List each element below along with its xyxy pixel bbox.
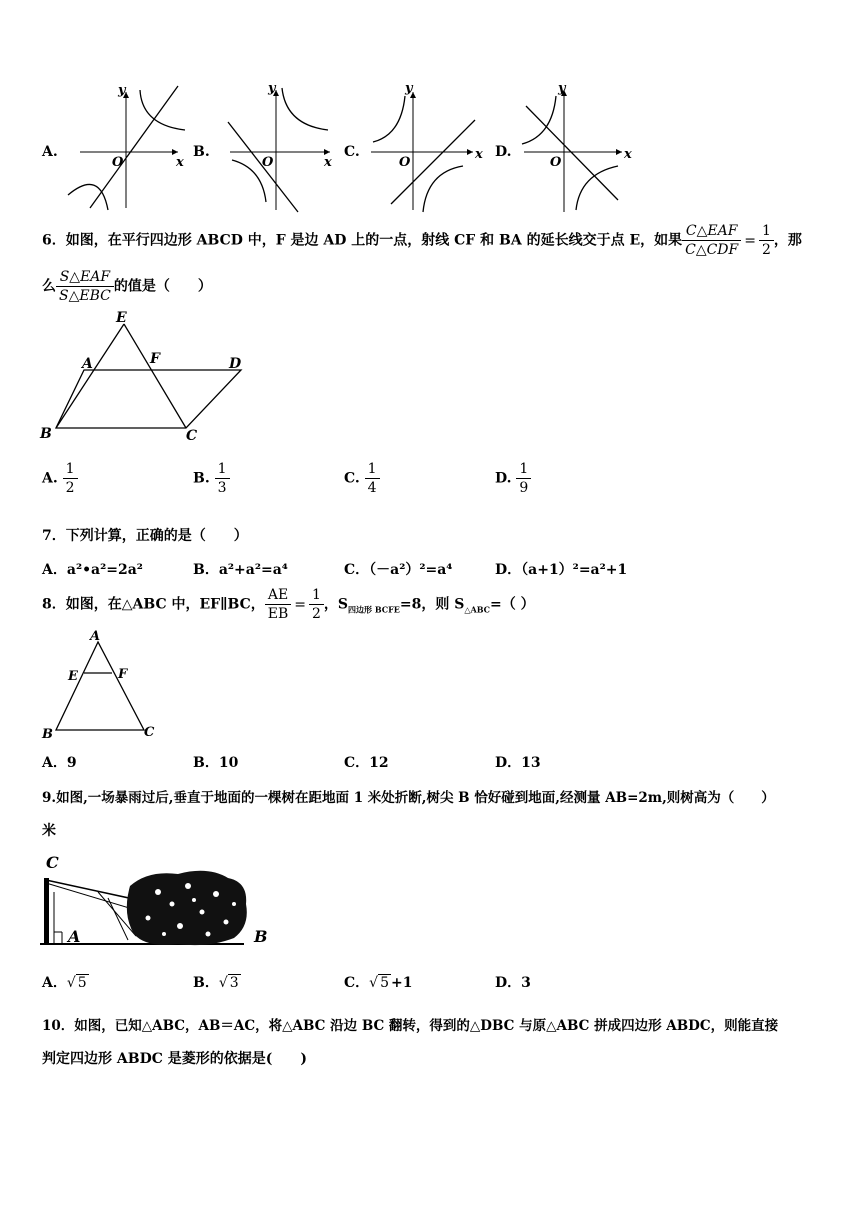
q6-option-d[interactable]: D. $\frac{1}{9}$ <box>495 460 531 497</box>
q9-option-d[interactable]: D．3 <box>495 975 531 991</box>
q6-eq: = <box>744 232 756 249</box>
q5d-y-label: y <box>558 81 566 96</box>
q6-label-b: B <box>40 426 52 442</box>
q7-stem: 7．下列计算，正确的是（ ） <box>42 528 248 544</box>
q8-label-f: F <box>118 667 128 682</box>
q9-options <box>42 972 842 994</box>
q8-option-b[interactable]: B．10 <box>193 755 239 771</box>
q8-sub1: 四边形 BCFE <box>348 604 400 615</box>
q5a-x-label: x <box>176 155 184 170</box>
q8-options <box>42 752 842 772</box>
q6-label-c: C <box>186 428 198 444</box>
q8-option-a[interactable]: A．9 <box>42 755 77 771</box>
q8-figure <box>36 628 166 744</box>
q6-label-f: F <box>150 351 160 367</box>
q10-stem-line1: 10．如图，已知△ABC，AB＝AC，将△ABC 沿边 BC 翻转，得到的△DBC 与原△ABC 拼成四边形 ABDC，则能直接 <box>42 1018 779 1034</box>
q9-label-b: B <box>254 927 268 946</box>
q8-ratio-value: $\frac{1}{2}$ <box>309 586 324 623</box>
q5-option-c-label: C. <box>344 144 360 160</box>
q5-graph-b <box>210 80 345 215</box>
q6-ratio-value: $\frac{1}{2}$ <box>759 222 774 259</box>
q8-label-a: A <box>90 629 101 644</box>
q5-graph-c <box>365 80 500 215</box>
q6-option-c[interactable]: C. $\frac{1}{4}$ <box>344 460 380 497</box>
q8-ae-eb: $\frac{AE}{EB}$ <box>265 586 292 623</box>
q9-label-c: C <box>46 853 59 872</box>
q5-options <box>0 80 868 220</box>
q5b-x-label: x <box>324 155 332 170</box>
q5-option-a-label: A. <box>42 144 58 160</box>
q8-text-before: 8．如图，在△ABC 中，EF∥BC， <box>42 596 265 613</box>
q6-text-after: ，那 <box>773 232 802 249</box>
q5b-origin-label: O <box>262 155 274 170</box>
q8-eq: = <box>294 596 306 613</box>
q8-label-b: B <box>42 727 53 742</box>
q5-option-b-label: B. <box>193 144 210 160</box>
q7-option-b[interactable]: B．a²+a²=a⁴ <box>193 562 288 578</box>
q6-line2-prefix: 么 <box>42 278 56 295</box>
q8-stem <box>42 586 535 623</box>
q9-figure <box>38 852 278 952</box>
q8-label-e: E <box>68 669 78 684</box>
q9-option-c[interactable]: C．√ 5 +1 <box>344 975 413 991</box>
q6-figure <box>36 308 248 446</box>
q8-option-d[interactable]: D．13 <box>495 755 541 771</box>
q8-sub2: △ABC <box>464 604 490 615</box>
q8-text-after: =（ ） <box>490 596 535 613</box>
q5c-origin-label: O <box>399 155 411 170</box>
q9-stem-line2: 米 <box>42 823 56 839</box>
q9-label-a: A <box>68 927 81 946</box>
q6-options <box>42 460 842 504</box>
q9-stem-line1: 9.如图,一场暴雨过后,垂直于地面的一棵树在距地面 1 米处折断,树尖 B 恰好碰到地面,经测量 AB=2m,则树高为（ ） <box>42 790 775 806</box>
q5c-x-label: x <box>475 147 483 162</box>
q5-option-d-label: D. <box>495 144 512 160</box>
q6-line2-suffix: 的值是（ ） <box>113 278 212 295</box>
q8-text-mid: ，S <box>323 596 349 613</box>
q8-label-c: C <box>144 725 155 740</box>
q5-graph-a <box>60 80 195 215</box>
q6-label-e: E <box>116 310 127 326</box>
q5d-x-label: x <box>624 147 632 162</box>
q5a-y-label: y <box>118 83 126 98</box>
q9-option-b[interactable]: B．√ 3 <box>193 975 239 991</box>
q6-area-ratio: $\frac{\text{S△EAF}}{\text{S△EBC}}$ <box>56 268 114 305</box>
q8-option-c[interactable]: C．12 <box>344 755 389 771</box>
q7-option-c[interactable]: C．（－a²）²=a⁴ <box>344 562 453 578</box>
q8-text-mid2: =8，则 S <box>399 596 465 613</box>
q5d-origin-label: O <box>550 155 562 170</box>
q6-option-b[interactable]: B. $\frac{1}{3}$ <box>193 460 230 497</box>
q6-option-a[interactable]: A. $\frac{1}{2}$ <box>42 460 78 497</box>
q6-text-before: 6．如图，在平行四边形 ABCD 中，F 是边 AD 上的一点，射线 CF 和 BA 的延长线交于点 E，如果 <box>42 232 683 249</box>
q5c-y-label: y <box>405 81 413 96</box>
q7-option-d[interactable]: D．（a+1）²=a²+1 <box>495 562 628 578</box>
q5a-origin-label: O <box>112 155 124 170</box>
q5-graph-d <box>518 80 648 215</box>
q7-options <box>42 559 842 579</box>
q6-label-d: D <box>229 356 242 372</box>
q6-stem-line1 <box>42 222 802 259</box>
q9-option-a[interactable]: A．√ 5 <box>42 975 87 991</box>
q5b-y-label: y <box>268 81 276 96</box>
q7-option-a[interactable]: A．a²•a²=2a² <box>42 562 143 578</box>
q6-label-a: A <box>82 356 93 372</box>
q6-stem-line2 <box>42 268 212 305</box>
q6-perimeter-ratio: $\frac{\text{C△EAF}}{\text{C△CDF}}$ <box>682 222 741 259</box>
q10-stem-line2: 判定四边形 ABDC 是菱形的依据是( ) <box>42 1051 307 1067</box>
